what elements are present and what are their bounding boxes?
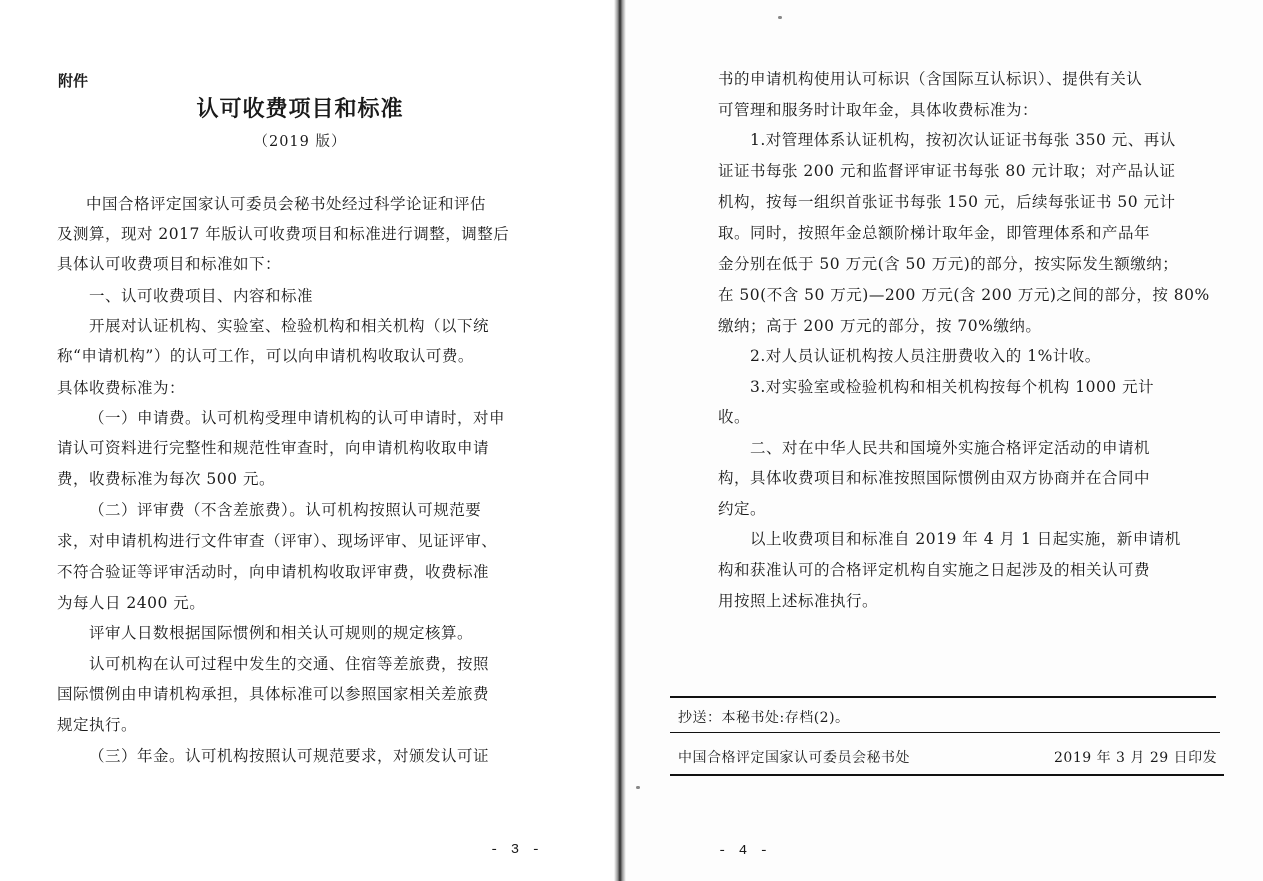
issuer: 中国合格评定国家认可委员会秘书处 bbox=[678, 750, 910, 766]
section-heading: 二、对在中华人民共和国境外实施合格评定活动的申请机 bbox=[750, 439, 1151, 457]
body-line: 具体认可收费项目和标准如下： bbox=[57, 255, 282, 273]
body-line: 机构，按每一组织首张证书每张 150 元，后续每张证书 50 元计 bbox=[718, 193, 1176, 211]
body-line: 评审人日数根据国际惯例和相关认可规则的规定核算。 bbox=[89, 624, 474, 642]
body-line: 称“申请机构”）的认可工作，可以向申请机构收取认可费。 bbox=[57, 347, 474, 365]
body-line: 约定。 bbox=[718, 500, 767, 518]
body-line: （一）申请费。认可机构受理申请机构的认可申请时，对申 bbox=[89, 409, 506, 427]
scan-speck bbox=[636, 786, 640, 789]
body-line: 证证书每张 200 元和监督评审证书每张 80 元计取；对产品认证 bbox=[718, 162, 1176, 180]
body-line: （三）年金。认可机构按照认可规范要求，对颁发认可证 bbox=[89, 747, 490, 765]
footer-middle-rule bbox=[670, 732, 1220, 733]
footer-bottom-rule bbox=[670, 774, 1224, 776]
scan-speck bbox=[778, 16, 782, 19]
body-line: 取。同时，按照年金总额阶梯计取年金，即管理体系和产品年 bbox=[718, 224, 1151, 242]
section-heading: 一、认可收费项目、内容和标准 bbox=[89, 287, 314, 305]
page-number: - 3 - bbox=[490, 842, 543, 858]
body-line: 认可机构在认可过程中发生的交通、住宿等差旅费，按照 bbox=[89, 655, 490, 673]
body-line: 及测算，现对 2017 年版认可收费项目和标准进行调整，调整后 bbox=[57, 225, 510, 243]
document-title: 认可收费项目和标准 bbox=[196, 97, 404, 122]
body-line: 书的申请机构使用认可标识（含国际互认标识）、提供有关认 bbox=[718, 70, 1143, 88]
attachment-label: 附件 bbox=[58, 72, 89, 90]
body-line: 费，收费标准为每次 500 元。 bbox=[57, 470, 275, 488]
body-line: 为每人日 2400 元。 bbox=[57, 594, 206, 612]
footer-top-rule bbox=[670, 696, 1216, 698]
body-line: 3.对实验室或检验机构和相关机构按每个机构 1000 元计 bbox=[750, 378, 1155, 396]
issue-date: 2019 年 3 月 29 日印发 bbox=[1054, 750, 1218, 766]
body-line: 规定执行。 bbox=[57, 716, 138, 734]
body-line: 开展对认证机构、实验室、检验机构和相关机构（以下统 bbox=[89, 317, 490, 335]
left-page bbox=[0, 0, 614, 881]
body-line: 不符合验证等评审活动时，向申请机构收取评审费，收费标准 bbox=[57, 563, 490, 581]
body-line: 缴纳；高于 200 万元的部分，按 70%缴纳。 bbox=[718, 317, 1042, 335]
book-spine bbox=[614, 0, 626, 881]
body-line: 中国合格评定国家认可委员会秘书处经过科学论证和评估 bbox=[86, 195, 487, 213]
body-line: 收。 bbox=[718, 408, 751, 426]
body-line: 金分别在低于 50 万元(含 50 万元)的部分，按实际发生额缴纳； bbox=[718, 255, 1179, 273]
document-edition: （2019 版） bbox=[253, 134, 347, 150]
cc-line: 抄送：本秘书处:存档(2)。 bbox=[678, 710, 850, 726]
body-line: 求，对申请机构进行文件审查（评审）、现场评审、见证评审、 bbox=[57, 532, 498, 550]
body-line: （二）评审费（不含差旅费）。认可机构按照认可规范要 bbox=[89, 501, 482, 519]
body-line: 国际惯例由申请机构承担，具体标准可以参照国家相关差旅费 bbox=[57, 685, 490, 703]
body-line: 以上收费项目和标准自 2019 年 4 月 1 日起实施，新申请机 bbox=[750, 530, 1181, 548]
body-line: 在 50(不含 50 万元)—200 万元(含 200 万元)之间的部分，按 80% bbox=[718, 286, 1210, 304]
body-line: 用按照上述标准执行。 bbox=[718, 592, 879, 610]
body-line: 构，具体收费项目和标准按照国际惯例由双方协商并在合同中 bbox=[718, 469, 1151, 487]
right-page bbox=[626, 0, 1263, 881]
page-number: - 4 - bbox=[718, 843, 771, 859]
body-line: 2.对人员认证机构按人员注册费收入的 1%计收。 bbox=[750, 347, 1101, 365]
body-line: 请认可资料进行完整性和规范性审查时，向申请机构收取申请 bbox=[57, 439, 490, 457]
body-line: 具体收费标准为： bbox=[57, 379, 186, 397]
body-line: 可管理和服务时计取年金，具体收费标准为： bbox=[718, 101, 1039, 119]
body-line: 构和获准认可的合格评定机构自实施之日起涉及的相关认可费 bbox=[718, 561, 1151, 579]
body-line: 1.对管理体系认证机构，按初次认证证书每张 350 元、再认 bbox=[750, 131, 1176, 149]
